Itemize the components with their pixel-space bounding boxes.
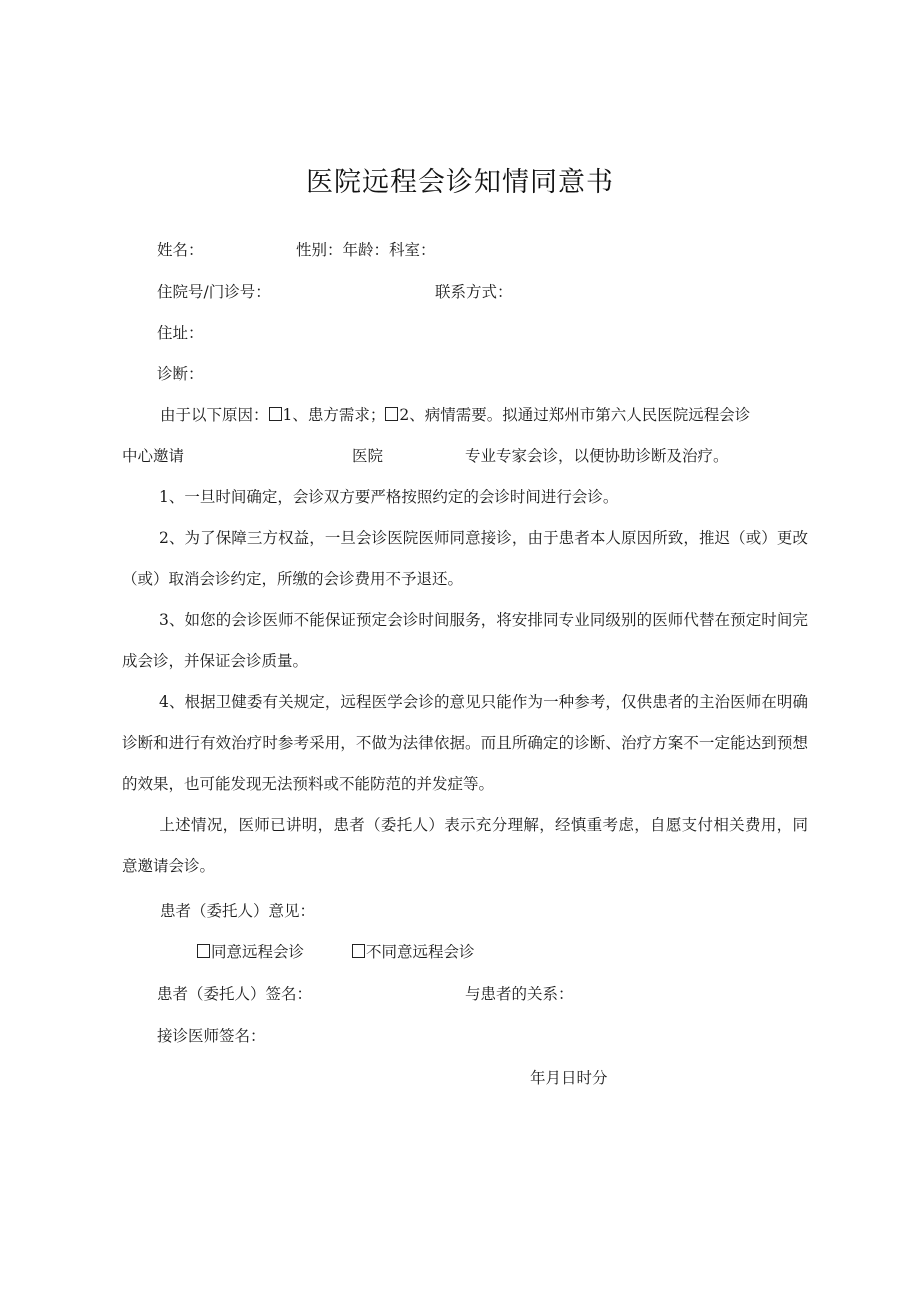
reason-line-2b: 医院 — [352, 447, 384, 465]
record-number-label: 住院号/门诊号： — [157, 283, 271, 301]
name-label: 姓名： — [157, 241, 204, 259]
diagnosis-label: 诊断： — [157, 365, 204, 383]
reason-prefix: 由于以下原因： — [160, 406, 269, 424]
gender-age-dept-label: 性别：年龄：科室： — [296, 241, 436, 259]
reason-line-1 — [160, 405, 750, 425]
page-title: 医院远程会诊知情同意书 — [306, 167, 614, 198]
opinion-label: 患者（委托人）意见： — [160, 902, 316, 920]
checkbox-disagree[interactable] — [352, 944, 365, 958]
option-disagree[interactable] — [352, 942, 475, 962]
date-label: 年月日时分 — [530, 1069, 608, 1087]
consent-statement: 上述情况，医师已讲明，患者（委托人）表示充分理解，经慎重考虑，自愿支付相关费用，同意邀请会诊。 — [122, 816, 808, 875]
doctor-signature-label: 接诊医师签名： — [157, 1027, 266, 1045]
checkbox-condition-need[interactable] — [385, 407, 398, 421]
option-disagree-label: 不同意远程会诊 — [366, 943, 475, 961]
clause-3: 3、如您的会诊医师不能保证预定会诊时间服务，将安排同专业同级别的医师代替在预定时间完成会诊，并保证会诊质量。 — [122, 611, 808, 670]
reason-line-2c: 专业专家会诊，以便协助诊断及治疗。 — [465, 447, 729, 465]
checkbox-patient-request[interactable] — [269, 407, 282, 421]
contact-label: 联系方式： — [435, 283, 513, 301]
relation-label: 与患者的关系： — [465, 985, 574, 1003]
reason-option-2: 2、病情需要。 — [399, 406, 503, 424]
address-label: 住址： — [157, 324, 204, 342]
checkbox-agree[interactable] — [197, 944, 210, 958]
reason-line-1-rest: 拟通过郑州市第六人民医院远程会诊 — [502, 406, 751, 424]
patient-signature-label: 患者（委托人）签名： — [157, 985, 313, 1003]
option-agree[interactable] — [197, 942, 304, 962]
clause-4: 4、根据卫健委有关规定，远程医学会诊的意见只能作为一种参考，仅供患者的主治医师在明确诊断和进行有效治疗时参考采用，不做为法律依据。而且所确定的诊断、治疗方案不一定能达到预想的效果，也可能发现无法预料或不能防范的并发症等。 — [122, 693, 808, 793]
reason-option-1: 1、患方需求； — [282, 406, 386, 424]
clause-1: 1、一旦时间确定，会诊双方要严格按照约定的会诊时间进行会诊。 — [159, 488, 619, 506]
reason-line-2a: 中心邀请 — [122, 447, 185, 465]
option-agree-label: 同意远程会诊 — [211, 943, 305, 961]
clause-2: 2、为了保障三方权益，一旦会诊医院医师同意接诊，由于患者本人原因所致，推迟（或）更改（或）取消会诊约定，所缴的会诊费用不予退还。 — [122, 529, 808, 588]
